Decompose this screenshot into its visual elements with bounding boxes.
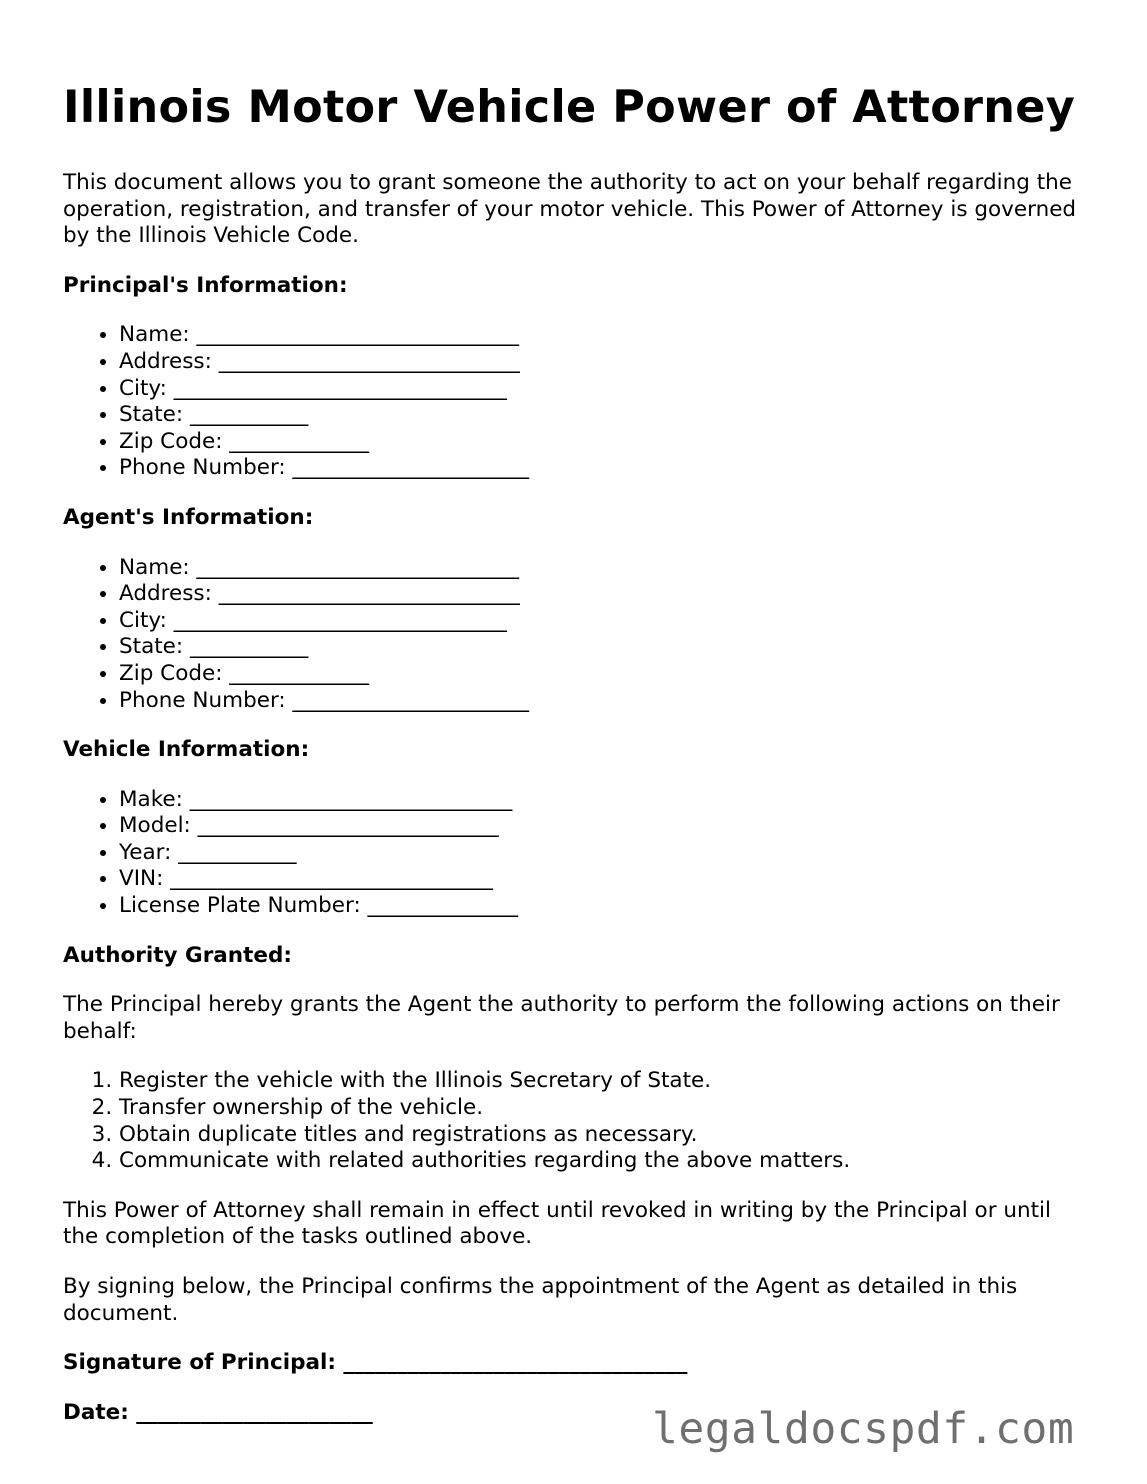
principal-phone-field[interactable]: • Phone Number: ______________________ [119,455,1093,482]
duration-paragraph: This Power of Attorney shall remain in effect until revoked in writing by the Principal or until the completion of the tasks outlined above. [63,1197,1052,1250]
authority-lead: The Principal hereby grants the Agent the authority to perform the following actions on their behalf: [63,992,1060,1044]
authority-action-item: 2. Transfer ownership of the vehicle. [119,1095,1093,1122]
agent-city-field[interactable]: • City: _______________________________ [119,608,1093,635]
authority-action-item: 3. Obtain duplicate titles and registrations as necessary. [119,1122,1093,1149]
agent-address-field[interactable]: • Address: ____________________________ [119,581,1093,608]
agent-name-field[interactable]: • Name: ______________________________ [119,555,1093,582]
document-page [63,78,1093,1449]
principal-state-field[interactable]: • State: ___________ [119,402,1093,429]
vehicle-heading: Vehicle Information: [63,737,310,763]
authority-actions [63,1068,1093,1174]
authority-action-item: 4. Communicate with related authorities regarding the above matters. [119,1148,1093,1175]
intro-paragraph: This document allows you to grant someone the authority to act on your behalf regarding the operation, registration, and transfer of your motor vehicle. This Power of Attorney is governed by the Illinois Vehicle Code. [63,170,1077,249]
principal-city-field[interactable]: • City: _______________________________ [119,376,1093,403]
vehicle-plate-field[interactable]: • License Plate Number: ______________ [119,893,1093,920]
confirmation-paragraph: By signing below, the Principal confirms the appointment of the Agent as detailed in this document. [63,1274,1018,1326]
principal-name-field[interactable]: • Name: ______________________________ [119,322,1093,349]
agent-heading: Agent's Information: [63,504,314,530]
principal-fields [63,322,1093,482]
agent-fields [63,555,1093,715]
principal-heading: Principal's Information: [63,272,348,298]
vehicle-vin-field[interactable]: • VIN: ______________________________ [119,866,1093,893]
vehicle-make-field[interactable]: • Make: ______________________________ [119,787,1093,814]
date-field[interactable]: Date: ______________________ [63,1399,373,1425]
signature-field[interactable]: Signature of Principal: ________________________________ [63,1350,688,1376]
agent-zip-field[interactable]: • Zip Code: _____________ [119,661,1093,688]
agent-state-field[interactable]: • State: ___________ [119,634,1093,661]
page-title: Illinois Motor Vehicle Power of Attorney [63,82,1076,133]
principal-address-field[interactable]: • Address: ____________________________ [119,349,1093,376]
vehicle-model-field[interactable]: • Model: ____________________________ [119,813,1093,840]
agent-phone-field[interactable]: • Phone Number: ______________________ [119,688,1093,715]
authority-action-item: 1. Register the vehicle with the Illinois Secretary of State. [119,1068,1093,1095]
vehicle-year-field[interactable]: • Year: ___________ [119,840,1093,867]
watermark: legaldocspdf.com [652,1404,1075,1454]
principal-zip-field[interactable]: • Zip Code: _____________ [119,429,1093,456]
vehicle-fields [63,787,1093,920]
authority-heading: Authority Granted: [63,942,292,968]
